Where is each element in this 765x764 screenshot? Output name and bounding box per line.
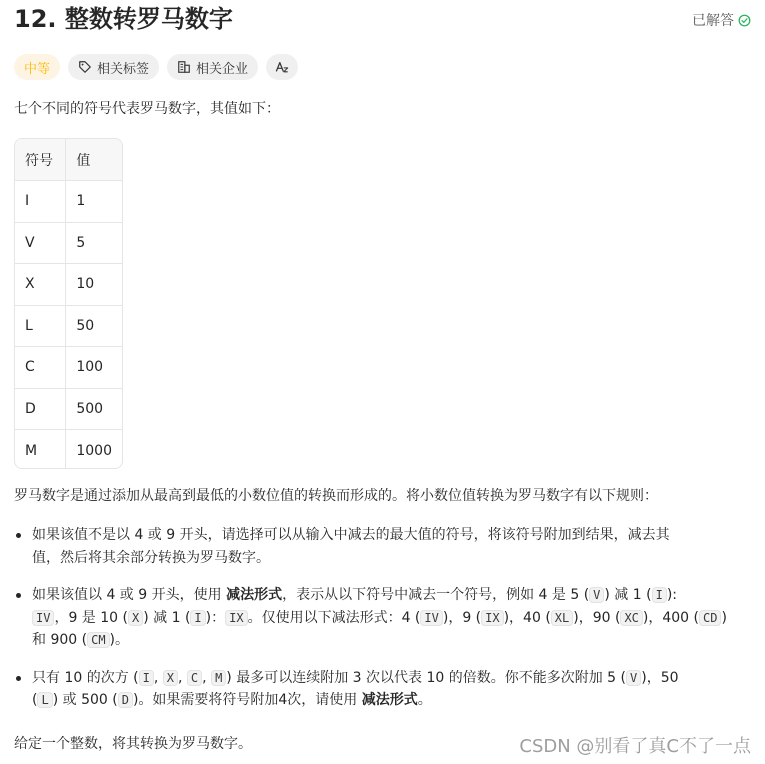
rule-text: ,: [178, 669, 187, 686]
bold-term: 减法形式: [361, 692, 418, 708]
inline-code: V: [589, 587, 604, 603]
problem-title: 12. 整数转罗马数字: [14, 5, 233, 33]
font-size-icon: [275, 60, 289, 74]
rule-text: ): [721, 609, 727, 626]
table-row: [15, 388, 122, 430]
intro-text: 七个不同的符号代表罗马数字，其值如下：: [14, 101, 280, 117]
rule-text: ，9 是 10 (: [54, 609, 128, 626]
rule-text: 和 900 (: [32, 632, 88, 648]
inline-code: M: [211, 670, 226, 686]
bold-term: 减法形式: [226, 587, 283, 603]
table-cell: 1000: [76, 442, 112, 459]
difficulty-badge[interactable]: [14, 54, 60, 80]
table-header: 值: [66, 139, 122, 181]
table-cell: X: [15, 264, 66, 306]
inline-code: CM: [87, 632, 109, 648]
rule-text: ) 减 1 (: [604, 587, 652, 603]
inline-code: X: [163, 670, 178, 686]
rule-text: )，40 (: [503, 609, 551, 626]
rule-text: )，400 (: [642, 609, 700, 626]
rule-text: (: [32, 692, 38, 708]
rule-text: )，50: [641, 669, 679, 686]
rule-text: ,: [153, 669, 163, 686]
task-text: 给定一个整数，将其转换为罗马数字。: [14, 736, 252, 752]
table-cell: L: [15, 305, 66, 347]
inline-code: CD: [699, 610, 721, 626]
inline-code: IX: [225, 610, 247, 626]
inline-code: IX: [481, 610, 503, 626]
related-topics-button[interactable]: [68, 54, 159, 80]
solved-status: [692, 10, 751, 30]
rule-text: )。: [109, 632, 130, 648]
difficulty-label: 中等: [24, 61, 51, 77]
list-item: [14, 667, 739, 712]
related-companies-button[interactable]: [167, 54, 258, 80]
rule-text: ) 减 1 (: [143, 609, 191, 626]
table-row: [15, 181, 122, 223]
inline-code: C: [187, 670, 202, 686]
rule-text: 。仅使用以下减法形式：4 (: [247, 609, 421, 626]
inline-code: IV: [32, 610, 54, 626]
table-header: 符号: [15, 139, 66, 181]
table-cell: 1: [66, 181, 122, 223]
table-row: [15, 264, 122, 306]
inline-code: X: [128, 610, 143, 626]
check-circle-icon: [738, 14, 751, 27]
table-header-row: [15, 139, 122, 181]
building-icon: [177, 60, 191, 74]
inline-code: I: [652, 587, 667, 603]
table-cell: I: [15, 181, 66, 223]
table-row: [15, 305, 122, 347]
rule-text: ，表示从以下符号中减去一个符号，例如 4 是 5 (: [282, 587, 590, 603]
inline-code: I: [190, 610, 205, 626]
table-cell: 50: [66, 305, 122, 347]
inline-code: XL: [551, 610, 573, 626]
rule-text: 如果该值以 4 或 9 开头，使用: [32, 587, 227, 603]
table-cell: 10: [66, 264, 122, 306]
solved-label: 已解答: [692, 13, 734, 29]
rule-text: 如果该值不是以 4 或 9 开头，请选择可以从输入中减去的最大值的符号，将该符号附加到结果，减去其: [32, 527, 670, 543]
inline-code: L: [37, 692, 52, 708]
table-cell: 500: [66, 388, 122, 430]
rule-text: )：: [205, 609, 226, 626]
inline-code: V: [626, 670, 641, 686]
related-topics-label: 相关标签: [97, 61, 150, 77]
rule-text: 只有 10 的次方 (: [32, 669, 139, 686]
table-row: [15, 347, 122, 389]
list-item: [14, 584, 739, 652]
rule-text: ):: [666, 587, 677, 603]
rule-text: )，9 (: [442, 609, 482, 626]
rule-text: ) 或 500 (: [52, 692, 118, 708]
watermark: CSDN @别看了真C不了一点: [519, 736, 751, 757]
table-cell: V: [15, 222, 66, 264]
rules-list: [14, 524, 739, 727]
inline-code: IV: [420, 610, 442, 626]
related-companies-label: 相关企业: [196, 61, 249, 77]
rule-text: 。: [417, 692, 432, 708]
inline-code: D: [118, 692, 133, 708]
table-cell: M: [15, 430, 66, 470]
table-cell: D: [15, 388, 66, 430]
inline-code: XC: [620, 610, 642, 626]
rule-text: )。如果需要将符号附加4次，请使用: [132, 692, 362, 708]
rule-text: )，90 (: [573, 609, 621, 626]
rule-text: ) 最多可以连续附加 3 次以代表 10 的倍数。你不能多次附加 5 (: [226, 669, 626, 686]
rule-text: ,: [202, 669, 212, 686]
rules-intro-text: 罗马数字是通过添加从最高到最低的小数位值的转换而形成的。将小数位值转换为罗马数字有以下规则：: [14, 488, 658, 504]
table-row: [15, 430, 122, 470]
header: [14, 4, 751, 34]
table-row: [15, 222, 122, 264]
font-size-button[interactable]: [266, 54, 298, 80]
tag-icon: [78, 60, 92, 74]
list-item: [14, 524, 739, 569]
table-cell: 5: [66, 222, 122, 264]
rule-text: 值，然后将其余部分转换为罗马数字。: [32, 549, 270, 566]
table-cell: C: [15, 347, 66, 389]
table-cell: 100: [66, 347, 122, 389]
roman-symbol-table: [14, 138, 123, 469]
tag-bar: [14, 54, 298, 80]
inline-code: I: [139, 670, 154, 686]
